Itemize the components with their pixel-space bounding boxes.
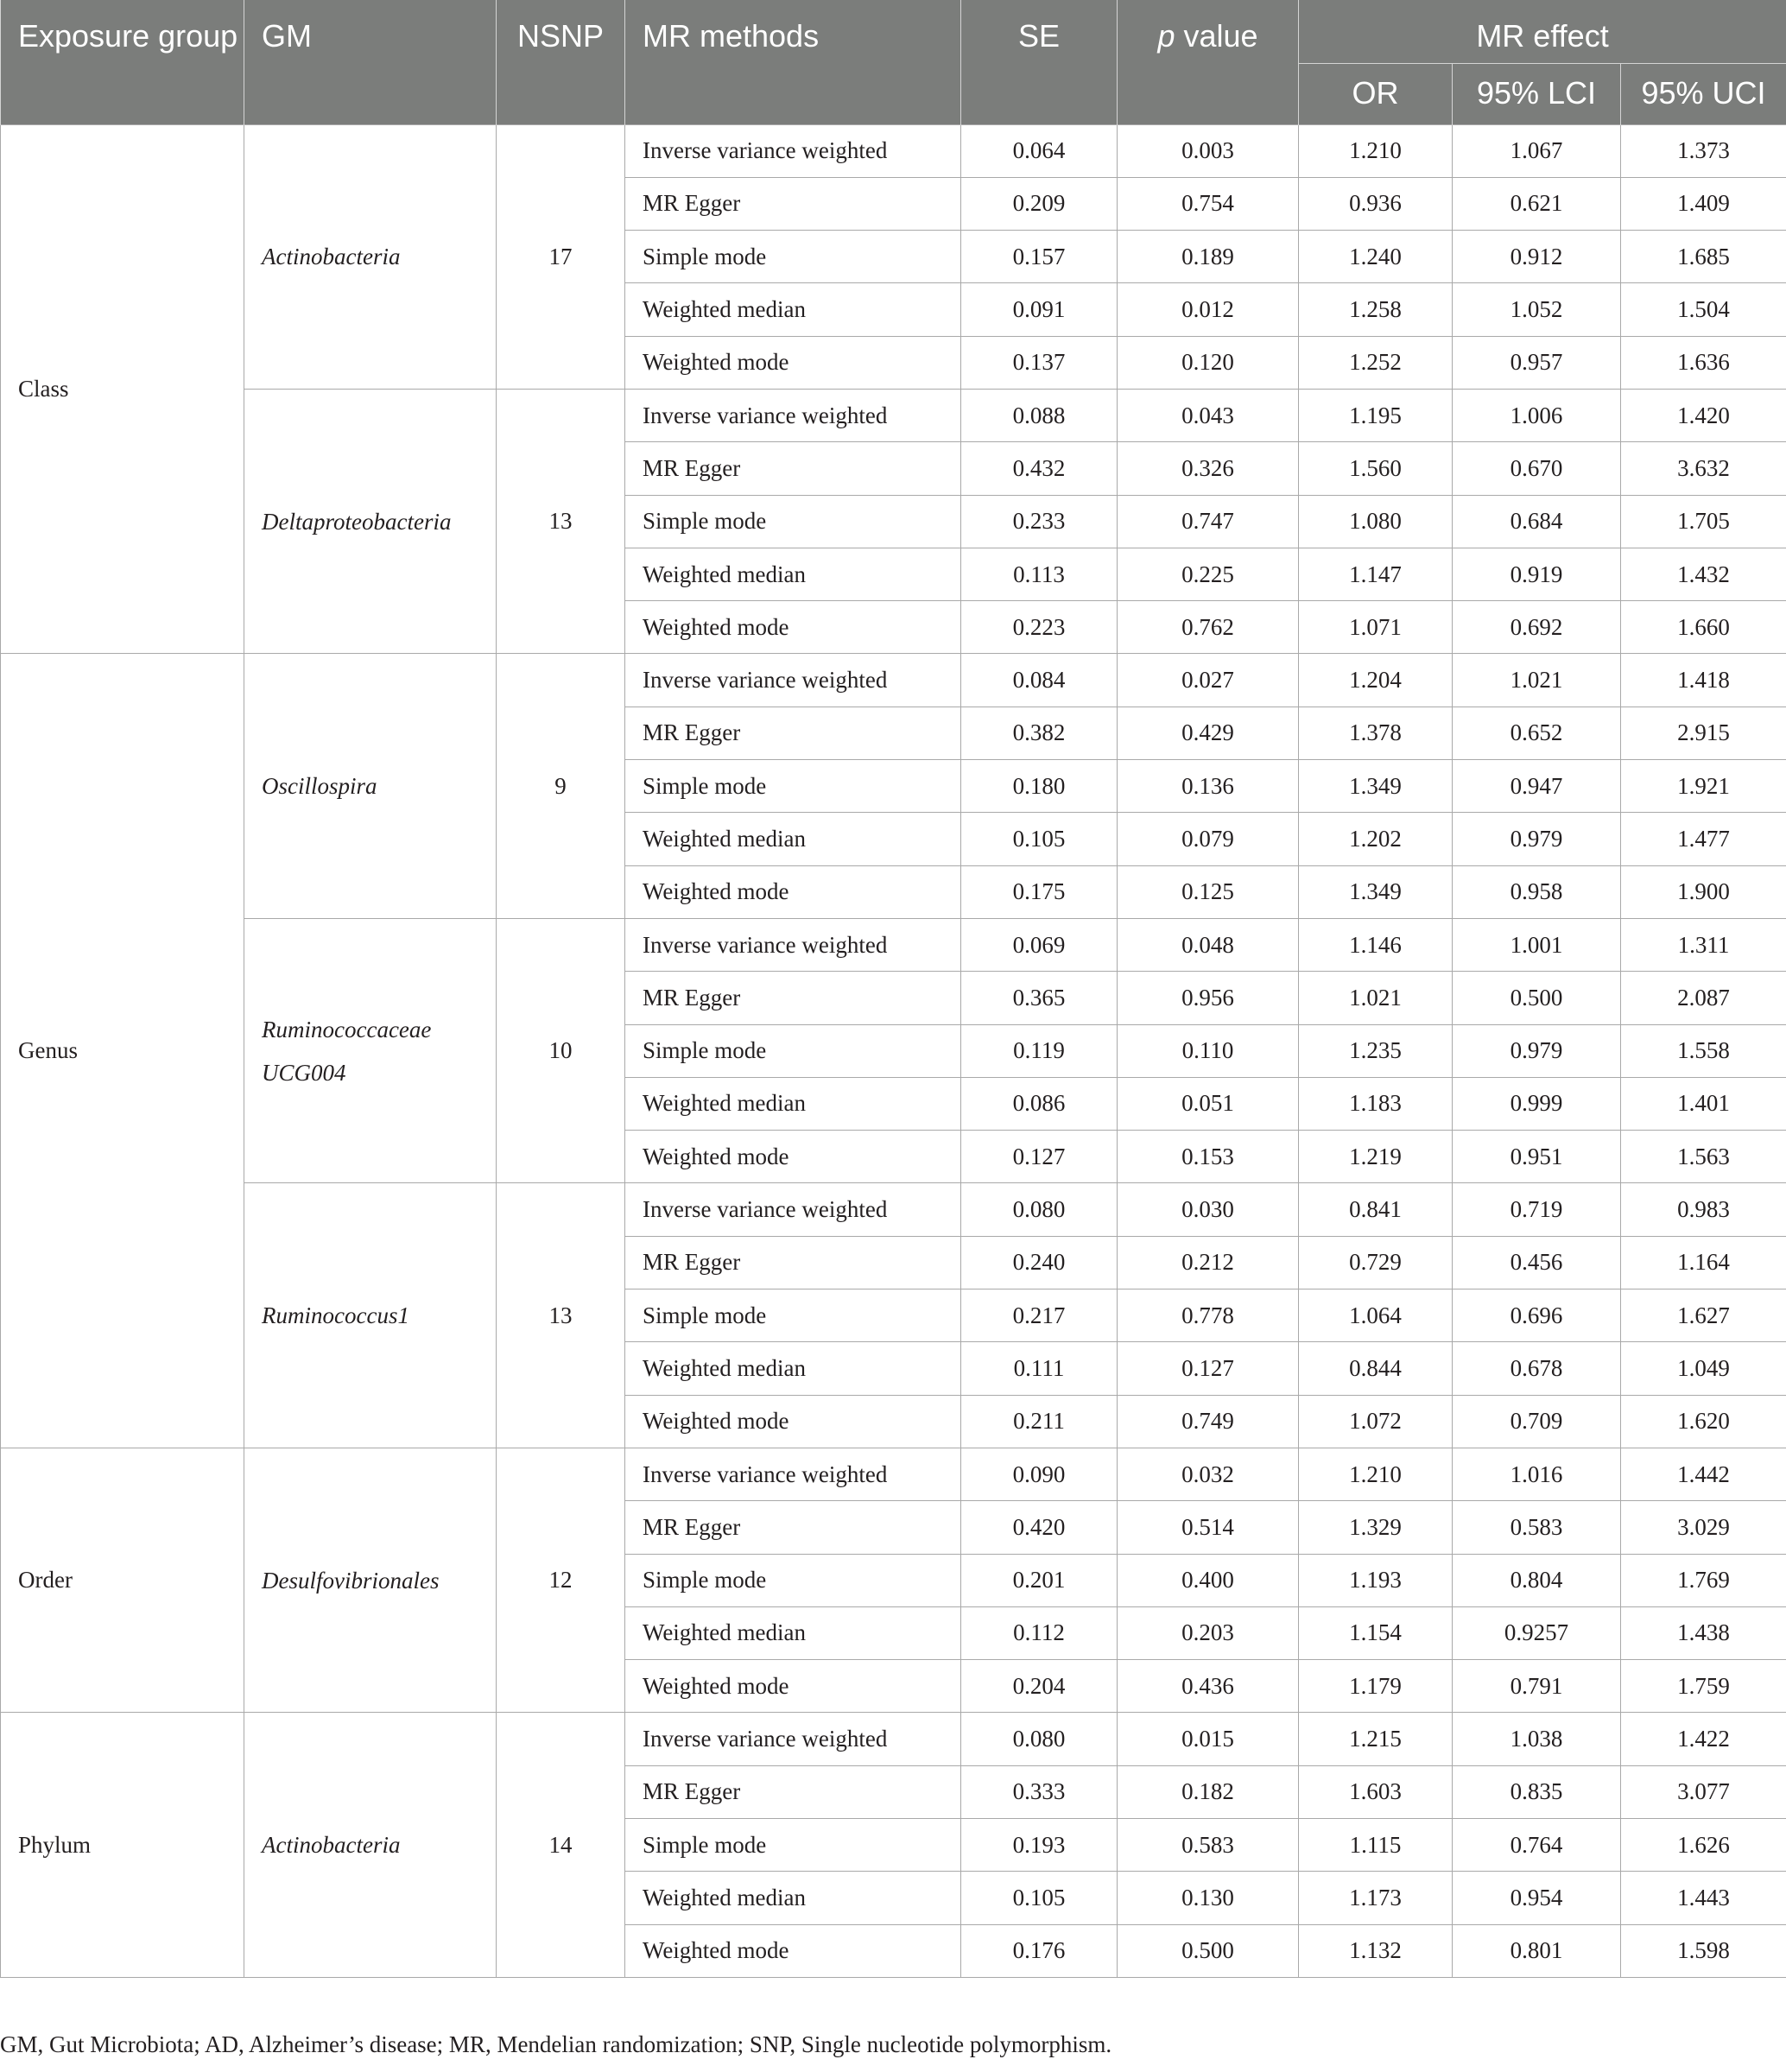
gm-cell: Desulfovibrionales [244, 1448, 497, 1712]
or-cell: 1.204 [1299, 654, 1453, 707]
or-cell: 1.173 [1299, 1872, 1453, 1924]
se-cell: 0.223 [961, 601, 1118, 654]
p-value-cell: 0.203 [1118, 1606, 1299, 1659]
lci-cell: 0.764 [1453, 1819, 1621, 1872]
mr-method-cell: Weighted mode [625, 1395, 961, 1448]
mr-method-cell: Weighted mode [625, 601, 961, 654]
uci-cell: 2.087 [1621, 972, 1786, 1024]
uci-cell: 1.049 [1621, 1342, 1786, 1395]
uci-cell: 1.477 [1621, 813, 1786, 865]
p-value-cell: 0.212 [1118, 1236, 1299, 1289]
or-cell: 0.841 [1299, 1183, 1453, 1236]
se-cell: 0.113 [961, 548, 1118, 600]
lci-cell: 1.006 [1453, 389, 1621, 441]
table-row [1, 918, 1786, 971]
lci-cell: 0.684 [1453, 495, 1621, 548]
nsnp-cell: 13 [497, 1183, 625, 1448]
uci-cell: 1.401 [1621, 1077, 1786, 1130]
se-cell: 0.112 [961, 1606, 1118, 1659]
uci-cell: 0.983 [1621, 1183, 1786, 1236]
gm-cell: Deltaproteobacteria [244, 389, 497, 653]
or-cell: 1.349 [1299, 760, 1453, 813]
table-body [1, 124, 1786, 1977]
lci-cell: 0.583 [1453, 1501, 1621, 1554]
uci-cell: 1.504 [1621, 283, 1786, 336]
mr-method-cell: Weighted median [625, 548, 961, 600]
uci-cell: 1.409 [1621, 177, 1786, 230]
se-cell: 0.111 [961, 1342, 1118, 1395]
mr-method-cell: Simple mode [625, 1554, 961, 1606]
p-value-cell: 0.500 [1118, 1924, 1299, 1977]
p-value-cell: 0.015 [1118, 1713, 1299, 1765]
mr-method-cell: Weighted median [625, 283, 961, 336]
uci-cell: 2.915 [1621, 707, 1786, 759]
lci-cell: 0.801 [1453, 1924, 1621, 1977]
or-cell: 1.154 [1299, 1606, 1453, 1659]
p-value-cell: 0.956 [1118, 972, 1299, 1024]
lci-cell: 0.621 [1453, 177, 1621, 230]
p-value-cell: 0.032 [1118, 1448, 1299, 1500]
lci-cell: 0.912 [1453, 231, 1621, 283]
or-cell: 1.064 [1299, 1289, 1453, 1342]
lci-cell: 0.835 [1453, 1765, 1621, 1818]
or-cell: 1.378 [1299, 707, 1453, 759]
or-cell: 1.021 [1299, 972, 1453, 1024]
uci-cell: 1.442 [1621, 1448, 1786, 1500]
mr-method-cell: Weighted median [625, 1606, 961, 1659]
p-value-cell: 0.012 [1118, 283, 1299, 336]
se-cell: 0.069 [961, 918, 1118, 971]
or-cell: 1.115 [1299, 1819, 1453, 1872]
or-cell: 1.219 [1299, 1131, 1453, 1183]
se-cell: 0.209 [961, 177, 1118, 230]
uci-cell: 1.443 [1621, 1872, 1786, 1924]
se-cell: 0.105 [961, 1872, 1118, 1924]
mr-method-cell: MR Egger [625, 1236, 961, 1289]
or-cell: 0.844 [1299, 1342, 1453, 1395]
nsnp-cell: 14 [497, 1713, 625, 1977]
table-row [1, 1183, 1786, 1236]
or-cell: 1.349 [1299, 865, 1453, 918]
or-cell: 1.193 [1299, 1554, 1453, 1606]
mr-method-cell: MR Egger [625, 1765, 961, 1818]
se-cell: 0.365 [961, 972, 1118, 1024]
se-cell: 0.086 [961, 1077, 1118, 1130]
lci-cell: 1.067 [1453, 124, 1621, 177]
uci-cell: 1.563 [1621, 1131, 1786, 1183]
mr-method-cell: MR Egger [625, 1501, 961, 1554]
mr-method-cell: Inverse variance weighted [625, 918, 961, 971]
p-value-cell: 0.027 [1118, 654, 1299, 707]
p-value-cell: 0.778 [1118, 1289, 1299, 1342]
header-gm: GM [244, 0, 497, 124]
uci-cell: 1.418 [1621, 654, 1786, 707]
header-p-suffix: value [1175, 18, 1258, 54]
nsnp-cell: 9 [497, 654, 625, 918]
exposure-group-cell: Phylum [1, 1713, 244, 1977]
p-value-cell: 0.030 [1118, 1183, 1299, 1236]
se-cell: 0.137 [961, 336, 1118, 389]
p-value-cell: 0.189 [1118, 231, 1299, 283]
p-value-cell: 0.583 [1118, 1819, 1299, 1872]
lci-cell: 1.016 [1453, 1448, 1621, 1500]
se-cell: 0.080 [961, 1713, 1118, 1765]
header-se: SE [961, 0, 1118, 124]
se-cell: 0.064 [961, 124, 1118, 177]
mr-method-cell: Weighted median [625, 1872, 961, 1924]
p-value-cell: 0.136 [1118, 760, 1299, 813]
uci-cell: 1.660 [1621, 601, 1786, 654]
or-cell: 1.147 [1299, 548, 1453, 600]
lci-cell: 0.456 [1453, 1236, 1621, 1289]
p-value-cell: 0.749 [1118, 1395, 1299, 1448]
nsnp-cell: 13 [497, 389, 625, 653]
uci-cell: 1.164 [1621, 1236, 1786, 1289]
exposure-group-cell: Genus [1, 654, 244, 1448]
se-cell: 0.105 [961, 813, 1118, 865]
lci-cell: 0.670 [1453, 442, 1621, 495]
se-cell: 0.080 [961, 1183, 1118, 1236]
se-cell: 0.233 [961, 495, 1118, 548]
uci-cell: 1.705 [1621, 495, 1786, 548]
lci-cell: 0.979 [1453, 1024, 1621, 1077]
gm-cell: Ruminococcus1 [244, 1183, 497, 1448]
uci-cell: 1.373 [1621, 124, 1786, 177]
or-cell: 0.936 [1299, 177, 1453, 230]
p-value-cell: 0.429 [1118, 707, 1299, 759]
uci-cell: 1.311 [1621, 918, 1786, 971]
lci-cell: 0.719 [1453, 1183, 1621, 1236]
gm-cell: Actinobacteria [244, 1713, 497, 1977]
se-cell: 0.091 [961, 283, 1118, 336]
uci-cell: 1.626 [1621, 1819, 1786, 1872]
mr-method-cell: Inverse variance weighted [625, 1713, 961, 1765]
mr-method-cell: MR Egger [625, 177, 961, 230]
mr-method-cell: Weighted mode [625, 865, 961, 918]
header-p-letter: p [1157, 18, 1175, 54]
uci-cell: 1.438 [1621, 1606, 1786, 1659]
uci-cell: 1.598 [1621, 1924, 1786, 1977]
mr-method-cell: Weighted median [625, 813, 961, 865]
se-cell: 0.176 [961, 1924, 1118, 1977]
lci-cell: 0.958 [1453, 865, 1621, 918]
lci-cell: 1.052 [1453, 283, 1621, 336]
p-value-cell: 0.153 [1118, 1131, 1299, 1183]
or-cell: 1.071 [1299, 601, 1453, 654]
mr-method-cell: Weighted median [625, 1077, 961, 1130]
lci-cell: 0.696 [1453, 1289, 1621, 1342]
header-uci: 95% UCI [1621, 63, 1786, 124]
p-value-cell: 0.127 [1118, 1342, 1299, 1395]
mr-method-cell: Simple mode [625, 495, 961, 548]
header-mr-methods: MR methods [625, 0, 961, 124]
or-cell: 1.240 [1299, 231, 1453, 283]
lci-cell: 1.001 [1453, 918, 1621, 971]
uci-cell: 1.685 [1621, 231, 1786, 283]
uci-cell: 1.759 [1621, 1660, 1786, 1713]
se-cell: 0.180 [961, 760, 1118, 813]
lci-cell: 0.9257 [1453, 1606, 1621, 1659]
lci-cell: 1.038 [1453, 1713, 1621, 1765]
mr-method-cell: Inverse variance weighted [625, 1183, 961, 1236]
se-cell: 0.240 [961, 1236, 1118, 1289]
lci-cell: 0.979 [1453, 813, 1621, 865]
se-cell: 0.201 [961, 1554, 1118, 1606]
table-row [1, 1448, 1786, 1500]
se-cell: 0.127 [961, 1131, 1118, 1183]
nsnp-cell: 17 [497, 124, 625, 389]
or-cell: 1.072 [1299, 1395, 1453, 1448]
se-cell: 0.333 [961, 1765, 1118, 1818]
table-row [1, 654, 1786, 707]
lci-cell: 0.947 [1453, 760, 1621, 813]
mr-method-cell: Inverse variance weighted [625, 124, 961, 177]
p-value-cell: 0.762 [1118, 601, 1299, 654]
or-cell: 1.080 [1299, 495, 1453, 548]
uci-cell: 1.627 [1621, 1289, 1786, 1342]
mr-method-cell: Weighted mode [625, 336, 961, 389]
or-cell: 1.146 [1299, 918, 1453, 971]
se-cell: 0.382 [961, 707, 1118, 759]
se-cell: 0.084 [961, 654, 1118, 707]
p-value-cell: 0.048 [1118, 918, 1299, 971]
gm-cell: Oscillospira [244, 654, 497, 918]
or-cell: 1.215 [1299, 1713, 1453, 1765]
uci-cell: 1.432 [1621, 548, 1786, 600]
se-cell: 0.090 [961, 1448, 1118, 1500]
mr-method-cell: Inverse variance weighted [625, 389, 961, 441]
se-cell: 0.193 [961, 1819, 1118, 1872]
mr-method-cell: Simple mode [625, 760, 961, 813]
header-nsnp: NSNP [497, 0, 625, 124]
se-cell: 0.420 [961, 1501, 1118, 1554]
table-header [1, 0, 1786, 124]
p-value-cell: 0.514 [1118, 1501, 1299, 1554]
header-lci: 95% LCI [1453, 63, 1621, 124]
uci-cell: 1.558 [1621, 1024, 1786, 1077]
p-value-cell: 0.043 [1118, 389, 1299, 441]
uci-cell: 1.422 [1621, 1713, 1786, 1765]
gm-cell: Actinobacteria [244, 124, 497, 389]
mr-method-cell: MR Egger [625, 707, 961, 759]
lci-cell: 0.652 [1453, 707, 1621, 759]
se-cell: 0.211 [961, 1395, 1118, 1448]
uci-cell: 1.900 [1621, 865, 1786, 918]
p-value-cell: 0.125 [1118, 865, 1299, 918]
table-row [1, 1713, 1786, 1765]
header-or: OR [1299, 63, 1453, 124]
or-cell: 1.560 [1299, 442, 1453, 495]
mr-method-cell: Simple mode [625, 1289, 961, 1342]
uci-cell: 3.029 [1621, 1501, 1786, 1554]
uci-cell: 1.420 [1621, 389, 1786, 441]
or-cell: 1.179 [1299, 1660, 1453, 1713]
p-value-cell: 0.120 [1118, 336, 1299, 389]
p-value-cell: 0.754 [1118, 177, 1299, 230]
se-cell: 0.204 [961, 1660, 1118, 1713]
lci-cell: 0.678 [1453, 1342, 1621, 1395]
p-value-cell: 0.003 [1118, 124, 1299, 177]
or-cell: 1.603 [1299, 1765, 1453, 1818]
p-value-cell: 0.326 [1118, 442, 1299, 495]
or-cell: 1.235 [1299, 1024, 1453, 1077]
p-value-cell: 0.747 [1118, 495, 1299, 548]
lci-cell: 0.919 [1453, 548, 1621, 600]
p-value-cell: 0.182 [1118, 1765, 1299, 1818]
or-cell: 1.210 [1299, 124, 1453, 177]
lci-cell: 0.709 [1453, 1395, 1621, 1448]
table-row [1, 124, 1786, 177]
p-value-cell: 0.400 [1118, 1554, 1299, 1606]
se-cell: 0.119 [961, 1024, 1118, 1077]
mr-method-cell: Weighted mode [625, 1924, 961, 1977]
header-row-top [1, 0, 1786, 63]
lci-cell: 0.951 [1453, 1131, 1621, 1183]
or-cell: 1.132 [1299, 1924, 1453, 1977]
or-cell: 1.202 [1299, 813, 1453, 865]
se-cell: 0.088 [961, 389, 1118, 441]
mr-method-cell: Weighted mode [625, 1660, 961, 1713]
se-cell: 0.432 [961, 442, 1118, 495]
or-cell: 1.258 [1299, 283, 1453, 336]
p-value-cell: 0.225 [1118, 548, 1299, 600]
lci-cell: 1.021 [1453, 654, 1621, 707]
lci-cell: 0.999 [1453, 1077, 1621, 1130]
uci-cell: 1.636 [1621, 336, 1786, 389]
uci-cell: 3.632 [1621, 442, 1786, 495]
mr-method-cell: Simple mode [625, 1024, 961, 1077]
nsnp-cell: 10 [497, 918, 625, 1182]
table-footnote: GM, Gut Microbiota; AD, Alzheimer’s disease; MR, Mendelian randomization; SNP, Single nucleotide polymorphism. [0, 2031, 1112, 2057]
lci-cell: 0.804 [1453, 1554, 1621, 1606]
uci-cell: 1.921 [1621, 760, 1786, 813]
se-cell: 0.157 [961, 231, 1118, 283]
table-row [1, 389, 1786, 441]
or-cell: 1.195 [1299, 389, 1453, 441]
se-cell: 0.217 [961, 1289, 1118, 1342]
lci-cell: 0.957 [1453, 336, 1621, 389]
exposure-group-cell: Order [1, 1448, 244, 1712]
p-value-cell: 0.130 [1118, 1872, 1299, 1924]
gm-cell: Ruminococcaceae UCG004 [244, 918, 497, 1182]
lci-cell: 0.791 [1453, 1660, 1621, 1713]
p-value-cell: 0.079 [1118, 813, 1299, 865]
p-value-cell: 0.051 [1118, 1077, 1299, 1130]
exposure-group-cell: Class [1, 124, 244, 654]
mr-method-cell: Simple mode [625, 1819, 961, 1872]
lci-cell: 0.500 [1453, 972, 1621, 1024]
mr-method-cell: Weighted median [625, 1342, 961, 1395]
p-value-cell: 0.110 [1118, 1024, 1299, 1077]
or-cell: 1.252 [1299, 336, 1453, 389]
mr-method-cell: Weighted mode [625, 1131, 961, 1183]
lci-cell: 0.954 [1453, 1872, 1621, 1924]
mr-method-cell: MR Egger [625, 442, 961, 495]
mr-method-cell: Inverse variance weighted [625, 654, 961, 707]
header-mr-effect: MR effect [1299, 0, 1786, 63]
mr-method-cell: Simple mode [625, 231, 961, 283]
nsnp-cell: 12 [497, 1448, 625, 1712]
lci-cell: 0.692 [1453, 601, 1621, 654]
or-cell: 1.210 [1299, 1448, 1453, 1500]
or-cell: 1.183 [1299, 1077, 1453, 1130]
or-cell: 1.329 [1299, 1501, 1453, 1554]
se-cell: 0.175 [961, 865, 1118, 918]
uci-cell: 1.620 [1621, 1395, 1786, 1448]
header-exposure-group: Exposure group [1, 0, 244, 124]
header-p-value [1118, 0, 1299, 124]
mr-method-cell: MR Egger [625, 972, 961, 1024]
mr-method-cell: Inverse variance weighted [625, 1448, 961, 1500]
uci-cell: 1.769 [1621, 1554, 1786, 1606]
or-cell: 0.729 [1299, 1236, 1453, 1289]
uci-cell: 3.077 [1621, 1765, 1786, 1818]
p-value-cell: 0.436 [1118, 1660, 1299, 1713]
